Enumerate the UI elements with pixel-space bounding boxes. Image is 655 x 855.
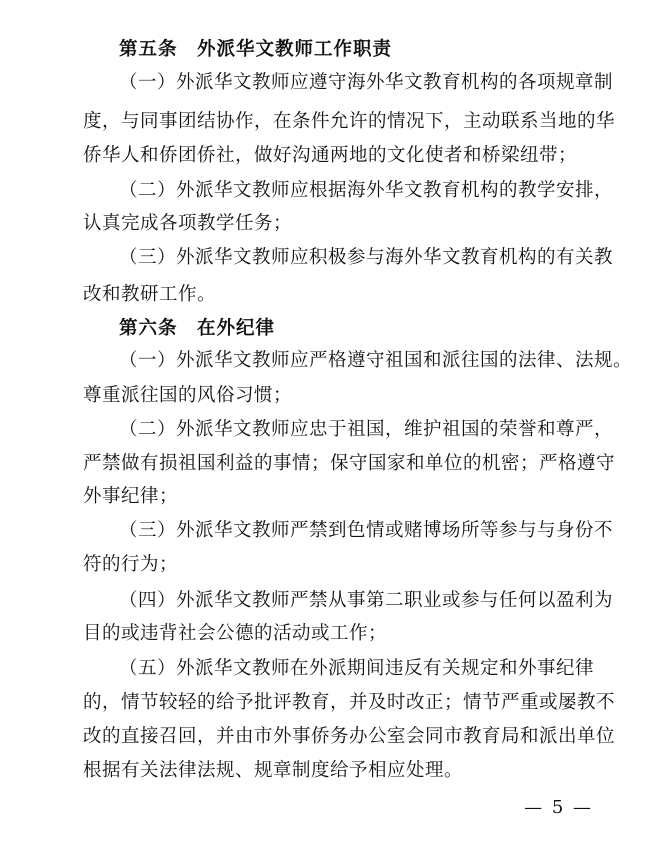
article-6-line-3: （二）外派华文教师应忠于祖国，维护祖国的荣誉和尊严， <box>119 419 614 440</box>
article-5-heading: 第五条 外派华文教师工作职责 <box>119 39 393 60</box>
article-6-line-4: 严禁做有损祖国利益的事情；保守国家和单位的机密；严格遵守 <box>83 453 616 474</box>
article-6-line-1: （一）外派华文教师应严格遵守祖国和派往国的法律、法规。 <box>119 350 633 371</box>
article-5-line-5: 认真完成各项教学任务； <box>83 213 293 234</box>
article-5-line-2: 度，与同事团结协作，在条件允许的情况下，主动联系当地的华 <box>83 111 616 132</box>
article-5-line-4: （二）外派华文教师应根据海外华文教育机构的教学安排， <box>119 180 614 201</box>
article-6-line-2: 尊重派往国的风俗习惯； <box>83 385 293 406</box>
article-5-line-6: （三）外派华文教师应积极参与海外华文教育机构的有关教 <box>119 247 614 268</box>
article-6-line-8: （四）外派华文教师严禁从事第二职业或参与任何以盈利为 <box>119 590 614 611</box>
article-5-line-1: （一）外派华文教师应遵守海外华文教育机构的各项规章制 <box>119 72 614 93</box>
article-5-line-7: 改和教研工作。 <box>83 284 217 305</box>
article-5-line-3: 侨华人和侨团侨社，做好沟通两地的文化使者和桥梁纽带； <box>83 145 578 166</box>
article-6-heading: 第六条 在外纪律 <box>119 318 276 339</box>
page-number: — 5 — <box>524 797 593 818</box>
article-6-line-9: 目的或违背社会公德的活动或工作； <box>83 623 388 644</box>
article-6-line-6: （三）外派华文教师严禁到色情或赌博场所等参与与身份不 <box>119 520 614 541</box>
article-6-line-5: 外事纪律； <box>83 486 179 507</box>
article-6-line-12: 改的直接召回，并由市外事侨务办公室会同市教育局和派出单位 <box>83 726 616 747</box>
article-6-line-10: （五）外派华文教师在外派期间违反有关规定和外事纪律 <box>119 658 595 679</box>
article-6-line-13: 根据有关法律法规、规章制度给予相应处理。 <box>83 760 464 781</box>
article-6-line-7: 符的行为； <box>83 554 179 575</box>
article-6-line-11: 的，情节较轻的给予批评教育，并及时改正；情节严重或屡教不 <box>83 692 616 713</box>
